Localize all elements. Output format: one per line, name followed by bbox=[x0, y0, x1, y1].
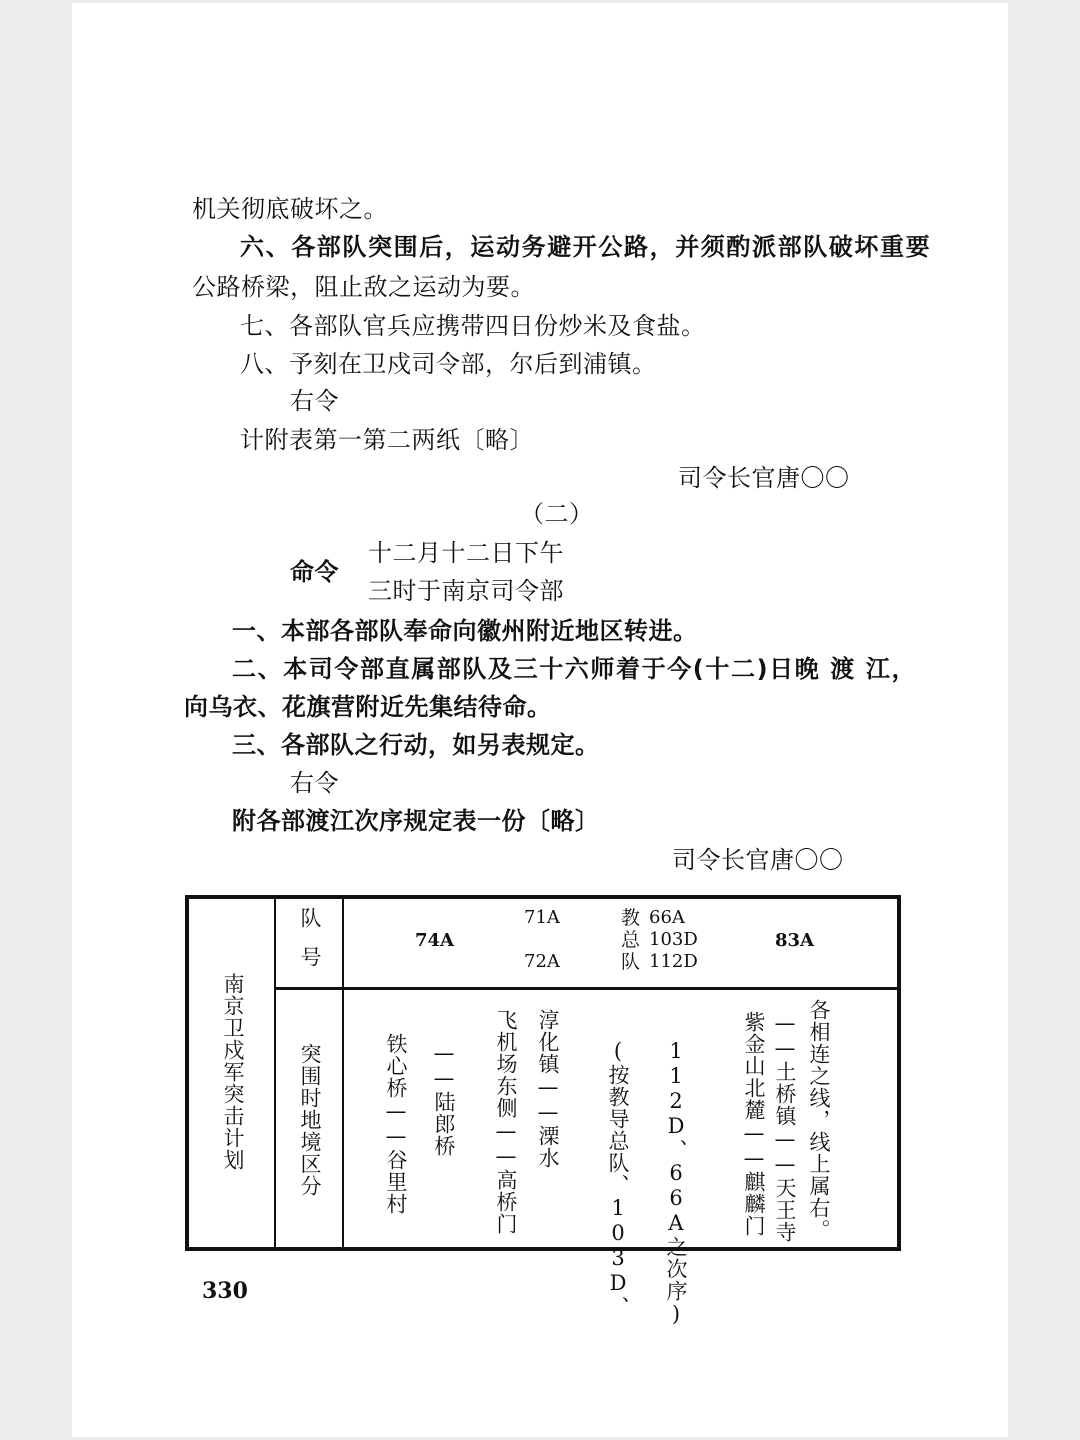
unit-83a: 83A bbox=[775, 930, 815, 951]
table-divider-row bbox=[276, 987, 897, 990]
page-number: 330 bbox=[202, 1278, 248, 1304]
order-one-attachment: 计附表第一第二两纸〔略〕 bbox=[240, 426, 534, 454]
zone-74a-col2: ——陆郎桥 bbox=[432, 1041, 456, 1157]
order-two-section-number: （二） bbox=[520, 500, 594, 528]
order-two-date-line2: 三时于南京司令部 bbox=[368, 577, 564, 605]
order-two-closing: 右令 bbox=[290, 769, 339, 797]
order-two-date-line1: 十二月十二日下午 bbox=[368, 539, 564, 567]
table-divider-header bbox=[342, 899, 344, 1247]
order-two-item-2-line1: 二、本司令部直属部队及三十六师着于今(十二)日晚 渡 江， bbox=[232, 655, 918, 683]
text-line-continuation: 机关彻底破坏之。 bbox=[192, 195, 388, 223]
unit-71a: 71A bbox=[524, 907, 560, 928]
order-one-signature: 司令长官唐〇〇 bbox=[678, 464, 850, 492]
unit-66a: 66A bbox=[649, 907, 685, 928]
unit-72a: 72A bbox=[524, 951, 560, 972]
unit-prefix-jiao: 教 bbox=[621, 907, 641, 929]
table-divider-title bbox=[274, 899, 276, 1247]
zone-74a-col1: 铁心桥——谷里村 bbox=[384, 1033, 408, 1215]
zone-71a-72a-col1: 飞机场东侧——高桥门 bbox=[494, 1009, 518, 1235]
order-one-closing: 右令 bbox=[290, 387, 339, 415]
order-one-item-8: 八、予刻在卫戍司令部，尔后到浦镇。 bbox=[240, 350, 657, 378]
order-two-signature: 司令长官唐〇〇 bbox=[672, 846, 844, 874]
unit-prefix-zong: 总 bbox=[621, 929, 641, 951]
order-two-item-3: 三、各部队之行动，如另表规定。 bbox=[232, 731, 600, 759]
order-two-label: 命令 bbox=[290, 558, 339, 586]
zone-83a-col2: ——土桥镇——天王寺 bbox=[773, 1011, 797, 1243]
zone-83a-col1: 紫金山北麓——麒麟门 bbox=[742, 1011, 766, 1237]
unit-74a: 74A bbox=[415, 930, 455, 951]
unit-prefix-dui: 队 bbox=[621, 951, 641, 973]
zone-83a-col3: 各相连之线，线上属右。 bbox=[807, 999, 831, 1241]
table-title: 南京卫戍军突击计划 bbox=[221, 973, 245, 1171]
zone-71a-72a-col2: 淳化镇——溧水 bbox=[536, 1009, 560, 1169]
order-one-item-6-line1: 六、各部队突围后，运动务避开公路，并须酌派部队破坏重要 bbox=[240, 233, 932, 261]
unit-112d: 112D bbox=[649, 951, 698, 972]
order-two-item-2-line2: 向乌衣、花旗营附近先集结待命。 bbox=[184, 693, 552, 721]
order-one-item-6-line2: 公路桥梁，阻止敌之运动为要。 bbox=[192, 273, 535, 301]
order-two-attachment: 附各部渡江次序规定表一份〔略〕 bbox=[232, 807, 600, 835]
order-one-item-7: 七、各部队官兵应携带四日份炒米及食盐。 bbox=[240, 312, 706, 340]
unit-103d: 103D bbox=[649, 929, 698, 950]
zone-training-corps-col1: (按教导总队、103D、 bbox=[606, 1039, 630, 1318]
zone-training-corps-col2: 112D、66A之次序) bbox=[664, 1039, 688, 1327]
row-header-unit-number: 队号 bbox=[298, 907, 322, 985]
order-two-item-1: 一、本部各部队奉命向徽州附近地区转进。 bbox=[232, 617, 698, 645]
document-page bbox=[72, 3, 1008, 1437]
row-header-breakout-zones: 突围时地境区分 bbox=[298, 1043, 322, 1197]
